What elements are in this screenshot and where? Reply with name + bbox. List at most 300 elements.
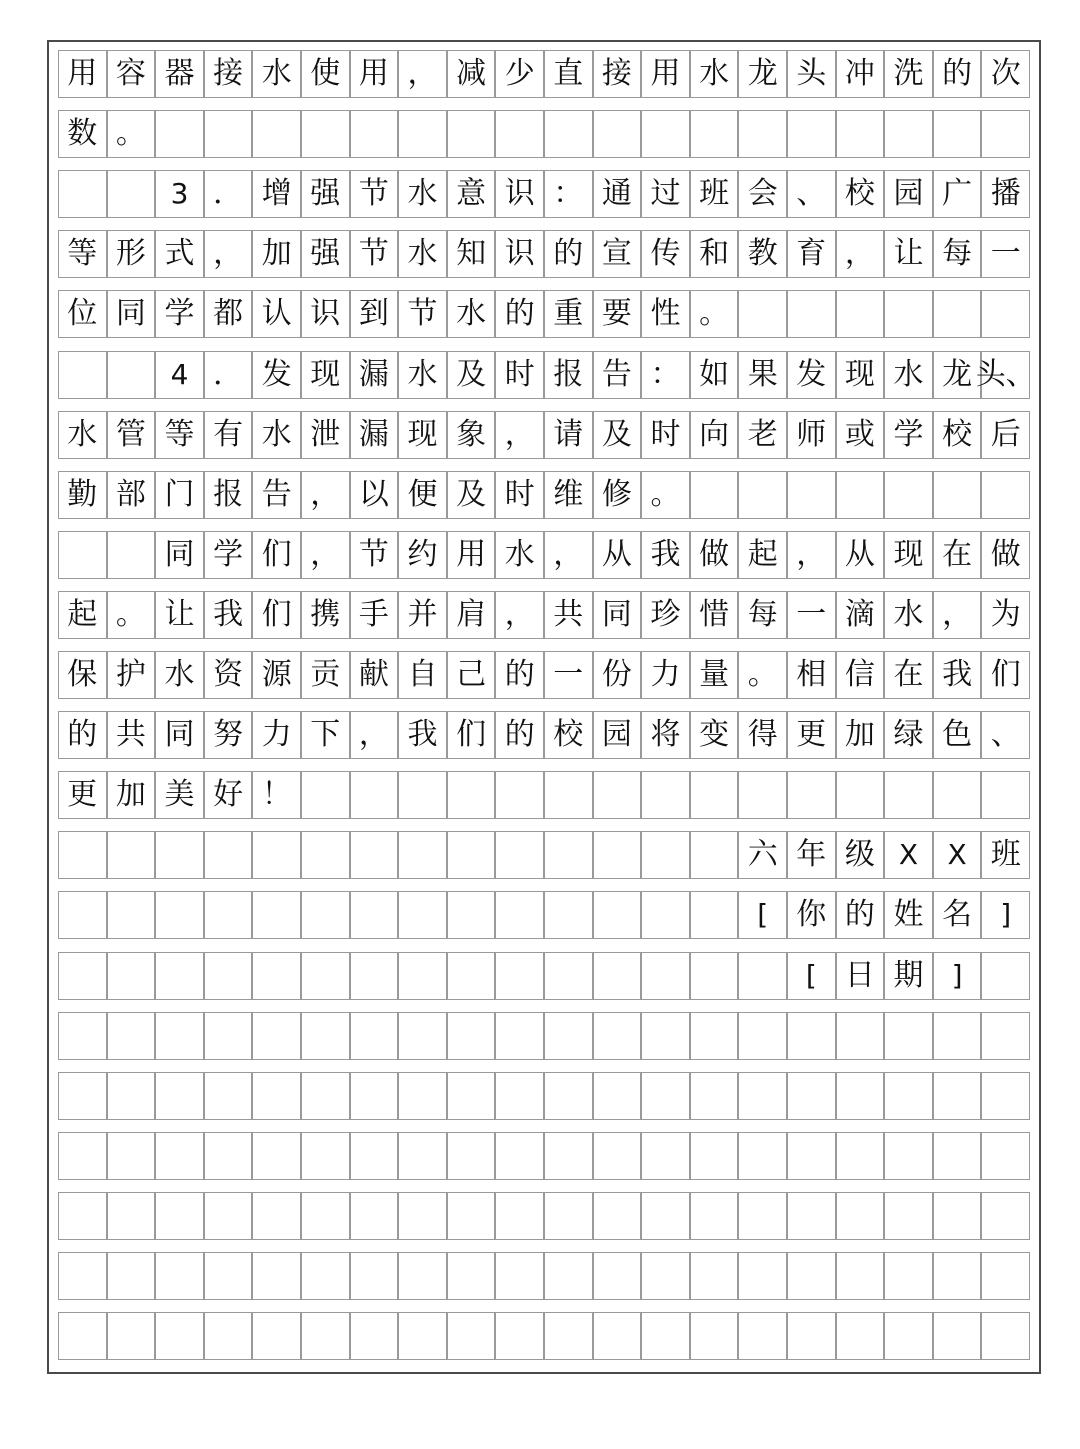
grid-cell <box>155 1252 204 1300</box>
grid-cell: 起 <box>738 531 787 579</box>
grid-cell <box>204 831 253 879</box>
grid-cell <box>593 1072 642 1120</box>
grid-cell: 用 <box>447 531 496 579</box>
grid-cell <box>981 1192 1030 1240</box>
grid-cell: 水 <box>495 531 544 579</box>
grid-cell: 泄 <box>301 411 350 459</box>
grid-row <box>58 411 1030 459</box>
grid-row <box>58 891 1030 939</box>
grid-cell <box>204 1312 253 1360</box>
grid-cell: 和 <box>690 230 739 278</box>
grid-cell: 、 <box>787 170 836 218</box>
grid-cell <box>787 1312 836 1360</box>
grid-cell: 水 <box>252 411 301 459</box>
grid-cell <box>738 1072 787 1120</box>
grid-cell: ， <box>398 50 447 98</box>
grid-cell <box>593 1132 642 1180</box>
grid-cell <box>107 1072 156 1120</box>
grid-cell <box>398 1252 447 1300</box>
grid-cell <box>447 1312 496 1360</box>
grid-cell: 做 <box>981 531 1030 579</box>
grid-cell <box>933 1072 982 1120</box>
grid-row <box>58 952 1030 1000</box>
grid-cell: 班 <box>690 170 739 218</box>
grid-cell: ， <box>350 711 399 759</box>
grid-cell: 让 <box>155 591 204 639</box>
grid-cell: 增 <box>252 170 301 218</box>
grid-cell <box>884 1072 933 1120</box>
grid-cell: 我 <box>398 711 447 759</box>
grid-cell: 器 <box>155 50 204 98</box>
grid-cell <box>398 1132 447 1180</box>
grid-cell: 水 <box>447 290 496 338</box>
grid-cell: 4 <box>155 351 204 399</box>
grid-cell <box>447 1132 496 1180</box>
grid-cell <box>301 1132 350 1180</box>
grid-cell: 重 <box>544 290 593 338</box>
grid-cell <box>252 1312 301 1360</box>
grid-cell: 象 <box>447 411 496 459</box>
grid-cell: 位 <box>58 290 107 338</box>
grid-cell: 用 <box>58 50 107 98</box>
grid-cell: 相 <box>787 651 836 699</box>
grid-cell <box>58 531 107 579</box>
grid-cell <box>495 1072 544 1120</box>
grid-row <box>58 1132 1030 1180</box>
grid-cell <box>58 1312 107 1360</box>
grid-cell: 用 <box>350 50 399 98</box>
grid-cell <box>398 952 447 1000</box>
grid-cell: 的 <box>495 651 544 699</box>
grid-cell: 的 <box>933 50 982 98</box>
grid-cell <box>301 771 350 819</box>
grid-cell <box>447 771 496 819</box>
grid-cell: 水 <box>690 50 739 98</box>
grid-cell <box>738 110 787 158</box>
grid-cell <box>544 952 593 1000</box>
grid-cell <box>252 1072 301 1120</box>
grid-cell: 勤 <box>58 471 107 519</box>
grid-cell <box>301 1252 350 1300</box>
grid-cell <box>787 1072 836 1120</box>
grid-cell: 强 <box>301 170 350 218</box>
grid-cell <box>398 891 447 939</box>
grid-cell: 园 <box>593 711 642 759</box>
grid-cell: 广 <box>933 170 982 218</box>
grid-cell <box>738 952 787 1000</box>
grid-cell <box>350 771 399 819</box>
grid-cell: 加 <box>107 771 156 819</box>
grid-cell <box>787 1012 836 1060</box>
grid-cell: 惜 <box>690 591 739 639</box>
grid-cell <box>933 1012 982 1060</box>
grid-cell <box>107 531 156 579</box>
grid-cell <box>350 110 399 158</box>
grid-cell: 水 <box>398 230 447 278</box>
grid-cell: ： <box>544 170 593 218</box>
grid-cell <box>641 1312 690 1360</box>
grid-cell <box>398 1012 447 1060</box>
grid-cell <box>981 110 1030 158</box>
grid-cell: ． <box>204 170 253 218</box>
grid-cell: 如 <box>690 351 739 399</box>
grid-cell <box>495 891 544 939</box>
grid-cell <box>836 1072 885 1120</box>
grid-cell: 水 <box>155 651 204 699</box>
grid-row <box>58 1312 1030 1360</box>
grid-cell: 。 <box>107 591 156 639</box>
grid-cell: 洗 <box>884 50 933 98</box>
grid-cell: 一 <box>544 651 593 699</box>
grid-cell: 资 <box>204 651 253 699</box>
grid-cell <box>301 891 350 939</box>
grid-cell: 发 <box>252 351 301 399</box>
grid-cell <box>495 1132 544 1180</box>
grid-cell <box>155 831 204 879</box>
grid-cell <box>787 771 836 819</box>
grid-cell <box>204 1012 253 1060</box>
grid-cell <box>690 1012 739 1060</box>
grid-cell: 龙 <box>738 50 787 98</box>
grid-cell: 做 <box>690 531 739 579</box>
grid-row <box>58 591 1030 639</box>
grid-cell: 接 <box>204 50 253 98</box>
grid-cell: 部 <box>107 471 156 519</box>
grid-cell: 次 <box>981 50 1030 98</box>
grid-cell: 信 <box>836 651 885 699</box>
grid-cell <box>641 771 690 819</box>
grid-cell: 有 <box>204 411 253 459</box>
grid-cell: 教 <box>738 230 787 278</box>
grid-cell: 滴 <box>836 591 885 639</box>
grid-cell <box>544 1252 593 1300</box>
grid-cell: 同 <box>155 711 204 759</box>
grid-cell: ] <box>981 891 1030 939</box>
grid-cell <box>204 1132 253 1180</box>
grid-cell: 。 <box>107 110 156 158</box>
grid-cell: 等 <box>155 411 204 459</box>
grid-cell <box>836 1132 885 1180</box>
grid-cell: 将 <box>641 711 690 759</box>
grid-cell: X <box>933 831 982 879</box>
grid-cell <box>155 1012 204 1060</box>
grid-cell <box>544 771 593 819</box>
grid-cell: 意 <box>447 170 496 218</box>
grid-cell <box>884 771 933 819</box>
grid-cell <box>155 1192 204 1240</box>
grid-cell <box>350 1312 399 1360</box>
grid-cell: 时 <box>495 471 544 519</box>
grid-cell: 师 <box>787 411 836 459</box>
grid-cell: 献 <box>350 651 399 699</box>
grid-cell: ， <box>544 531 593 579</box>
grid-cell <box>350 952 399 1000</box>
grid-cell <box>398 1312 447 1360</box>
grid-cell: 及 <box>447 351 496 399</box>
grid-cell <box>495 110 544 158</box>
grid-cell: 加 <box>252 230 301 278</box>
grid-cell <box>981 771 1030 819</box>
grid-cell <box>398 110 447 158</box>
grid-cell: 园 <box>884 170 933 218</box>
grid-cell <box>641 1252 690 1300</box>
grid-cell: ， <box>204 230 253 278</box>
grid-cell <box>981 290 1030 338</box>
grid-row <box>58 170 1030 218</box>
grid-cell <box>836 1252 885 1300</box>
grid-cell <box>544 1072 593 1120</box>
grid-cell: 己 <box>447 651 496 699</box>
grid-row <box>58 1072 1030 1120</box>
grid-cell: 头 <box>787 50 836 98</box>
grid-cell <box>447 831 496 879</box>
grid-cell <box>981 1252 1030 1300</box>
grid-cell <box>593 891 642 939</box>
grid-cell <box>981 1312 1030 1360</box>
grid-cell: 识 <box>495 170 544 218</box>
grid-cell: ． <box>204 351 253 399</box>
grid-cell: 力 <box>641 651 690 699</box>
grid-cell <box>447 891 496 939</box>
grid-cell <box>884 1192 933 1240</box>
grid-cell: 的 <box>544 230 593 278</box>
grid-cell: 同 <box>155 531 204 579</box>
grid-cell: 现 <box>836 351 885 399</box>
grid-cell <box>301 1192 350 1240</box>
grid-cell <box>836 290 885 338</box>
grid-cell: 们 <box>447 711 496 759</box>
grid-cell <box>58 1132 107 1180</box>
grid-cell <box>933 1252 982 1300</box>
grid-row <box>58 351 1036 399</box>
grid-cell <box>690 1072 739 1120</box>
grid-cell: 共 <box>544 591 593 639</box>
grid-cell <box>641 110 690 158</box>
grid-cell: 共 <box>107 711 156 759</box>
grid-cell: 名 <box>933 891 982 939</box>
grid-cell: 们 <box>252 531 301 579</box>
grid-cell <box>787 1132 836 1180</box>
grid-cell <box>884 1132 933 1180</box>
grid-cell <box>593 771 642 819</box>
grid-cell <box>690 952 739 1000</box>
grid-cell <box>155 1312 204 1360</box>
grid-cell: 知 <box>447 230 496 278</box>
grid-cell <box>107 1252 156 1300</box>
grid-cell <box>155 891 204 939</box>
grid-cell: 每 <box>933 230 982 278</box>
grid-cell <box>107 891 156 939</box>
grid-cell: 绿 <box>884 711 933 759</box>
grid-cell: 传 <box>641 230 690 278</box>
grid-cell: 珍 <box>641 591 690 639</box>
grid-cell: 漏 <box>350 411 399 459</box>
grid-cell <box>252 1012 301 1060</box>
grid-cell <box>204 891 253 939</box>
grid-cell: 我 <box>204 591 253 639</box>
grid-cell <box>787 110 836 158</box>
grid-cell: 龙 <box>933 351 982 399</box>
grid-cell: 及 <box>593 411 642 459</box>
grid-cell: 过 <box>641 170 690 218</box>
grid-cell: ， <box>301 471 350 519</box>
grid-cell <box>884 1312 933 1360</box>
grid-cell: 你 <box>787 891 836 939</box>
grid-cell <box>933 471 982 519</box>
grid-cell <box>738 771 787 819</box>
grid-cell: 护 <box>107 651 156 699</box>
grid-cell: 老 <box>738 411 787 459</box>
grid-cell: ！ <box>252 771 301 819</box>
grid-cell: 告 <box>252 471 301 519</box>
grid-cell <box>58 170 107 218</box>
grid-cell <box>593 1012 642 1060</box>
grid-cell: 都 <box>204 290 253 338</box>
grid-cell: 通 <box>593 170 642 218</box>
grid-cell <box>981 471 1030 519</box>
grid-cell: 告 <box>593 351 642 399</box>
grid-row <box>58 531 1030 579</box>
grid-cell <box>252 831 301 879</box>
grid-cell <box>398 1192 447 1240</box>
grid-cell: [ <box>738 891 787 939</box>
grid-cell <box>981 952 1030 1000</box>
grid-cell <box>544 891 593 939</box>
grid-cell: 肩 <box>447 591 496 639</box>
grid-cell: 头、 <box>981 351 1030 399</box>
grid-cell: 门 <box>155 471 204 519</box>
grid-cell: 节 <box>350 230 399 278</box>
grid-cell <box>107 351 156 399</box>
grid-cell: 期 <box>884 952 933 1000</box>
grid-cell: 自 <box>398 651 447 699</box>
grid-cell: 向 <box>690 411 739 459</box>
grid-cell: 姓 <box>884 891 933 939</box>
grid-cell <box>787 290 836 338</box>
grid-cell <box>690 891 739 939</box>
grid-cell <box>884 1012 933 1060</box>
grid-cell <box>204 110 253 158</box>
grid-cell: 播 <box>981 170 1030 218</box>
grid-cell: 校 <box>544 711 593 759</box>
grid-cell: ， <box>495 411 544 459</box>
grid-cell: 一 <box>981 230 1030 278</box>
grid-cell <box>544 110 593 158</box>
grid-cell: 的 <box>836 891 885 939</box>
grid-cell <box>544 1312 593 1360</box>
grid-cell <box>641 831 690 879</box>
grid-row <box>58 230 1030 278</box>
grid-cell: 识 <box>495 230 544 278</box>
grid-cell: 从 <box>593 531 642 579</box>
grid-row <box>58 1192 1030 1240</box>
grid-cell <box>350 1012 399 1060</box>
grid-cell <box>107 1132 156 1180</box>
grid-cell: 在 <box>933 531 982 579</box>
grid-cell <box>690 831 739 879</box>
grid-cell: 学 <box>884 411 933 459</box>
grid-cell: 我 <box>641 531 690 579</box>
grid-cell <box>933 110 982 158</box>
grid-cell <box>204 1072 253 1120</box>
grid-cell: 班 <box>981 831 1030 879</box>
grid-cell: 维 <box>544 471 593 519</box>
grid-cell <box>155 1072 204 1120</box>
grid-cell <box>787 1192 836 1240</box>
grid-cell <box>252 1192 301 1240</box>
grid-cell: 为 <box>981 591 1030 639</box>
grid-cell <box>641 1072 690 1120</box>
grid-cell: 同 <box>107 290 156 338</box>
grid-cell <box>933 1192 982 1240</box>
grid-cell <box>544 831 593 879</box>
grid-cell: 认 <box>252 290 301 338</box>
grid-cell: 水 <box>252 50 301 98</box>
grid-cell: 让 <box>884 230 933 278</box>
grid-cell: ， <box>495 591 544 639</box>
grid-cell <box>58 831 107 879</box>
grid-cell: 同 <box>593 591 642 639</box>
grid-cell: 好 <box>204 771 253 819</box>
grid-cell: 漏 <box>350 351 399 399</box>
grid-cell <box>884 1252 933 1300</box>
grid-row <box>58 831 1030 879</box>
grid-cell: 并 <box>398 591 447 639</box>
grid-cell <box>58 1072 107 1120</box>
grid-cell: 节 <box>350 170 399 218</box>
grid-cell <box>301 1312 350 1360</box>
grid-cell: 报 <box>204 471 253 519</box>
grid-cell <box>204 1252 253 1300</box>
grid-cell <box>447 1072 496 1120</box>
grid-cell <box>933 771 982 819</box>
grid-cell: 数 <box>58 110 107 158</box>
grid-cell: 年 <box>787 831 836 879</box>
grid-cell: 式 <box>155 230 204 278</box>
grid-cell <box>301 110 350 158</box>
grid-cell: 果 <box>738 351 787 399</box>
grid-cell <box>787 471 836 519</box>
grid-cell <box>350 891 399 939</box>
grid-cell: 校 <box>933 411 982 459</box>
grid-cell: 。 <box>690 290 739 338</box>
grid-cell <box>836 110 885 158</box>
grid-cell: 直 <box>544 50 593 98</box>
grid-cell: 宣 <box>593 230 642 278</box>
grid-cell: 形 <box>107 230 156 278</box>
grid-cell: 冲 <box>836 50 885 98</box>
grid-row <box>58 1012 1030 1060</box>
grid-cell <box>495 1252 544 1300</box>
grid-cell: 变 <box>690 711 739 759</box>
grid-cell: 用 <box>641 50 690 98</box>
grid-cell: 六 <box>738 831 787 879</box>
grid-cell: 容 <box>107 50 156 98</box>
grid-cell <box>58 1192 107 1240</box>
grid-cell <box>690 1132 739 1180</box>
grid-row <box>58 1252 1030 1300</box>
grid-cell: 下 <box>301 711 350 759</box>
grid-cell: 到 <box>350 290 399 338</box>
grid-cell <box>495 1192 544 1240</box>
grid-cell: 更 <box>58 771 107 819</box>
grid-cell <box>398 771 447 819</box>
grid-cell: 级 <box>836 831 885 879</box>
grid-cell <box>58 1012 107 1060</box>
grid-cell <box>593 952 642 1000</box>
grid-cell <box>544 1132 593 1180</box>
grid-cell: 加 <box>836 711 885 759</box>
